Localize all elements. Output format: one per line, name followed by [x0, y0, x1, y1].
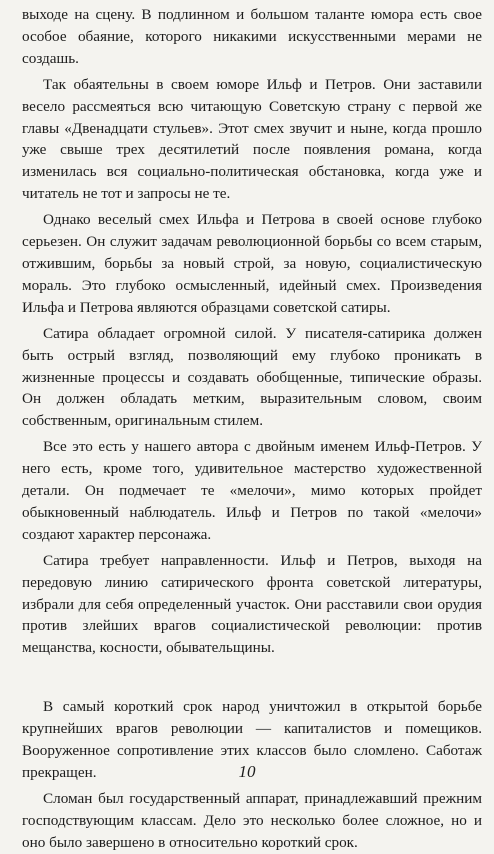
paragraph-satire-direction: Сатира требует направленности. Ильф и Петров, выходя на передовую линию сатирического фронта советской литературы, избрали для себя определенный участок. Они расставили свои орудия против злейших врагов социалистической революции: против мещанства, косности, обывательщины. — [22, 551, 482, 657]
paragraph-continuation: выходе на сцену. В подлинном и большом таланте юмора есть свое особое обаяние, которого никакими искусственными мерами не создашь. — [22, 6, 482, 67]
page-number: 10 — [238, 762, 256, 781]
paragraph-serious-laughter: Однако веселый смех Ильфа и Петрова в своей основе глубоко серьезен. Он служит задачам революционной борьбы со всем старым, отжившим, борьбы за новый строй, за новую, социалистическую мораль. Это глубоко осмысленный, идейный смех. Произведения Ильфа и Петрова являются образцами советской сатиры. — [22, 211, 482, 316]
paragraph-satire-power: Сатира обладает огромной силой. У писателя-сатирика должен быть острый взгляд, позволяющий ему глубоко проникать в жизненные процессы и создавать обобщенные, типические образы. Он должен обладать метким, выразительным словом, своим собственным, оригинальным стилем. — [22, 324, 482, 430]
section-gap — [22, 659, 482, 696]
paragraph-enemies-destroyed: В самый короткий срок народ уничтожил в открытой борьбе крупнейших врагов революции — капиталистов и помещиков. Вооруженное сопротивление этих классов было сломлено. Саботаж прекращен. — [22, 698, 482, 781]
paragraph-double-name-author: Все это есть у нашего автора с двойным именем Ильф-Петров. У него есть, кроме того, удивительное мастерство художественной детали. Он подмечает те «мелочи», мимо которых пройдет обыкновенный наблюдатель. Ильф и Петров по такой «мелочи» создают характер персонажа. — [22, 438, 482, 543]
paragraph-ilf-petrov-charm: Так обаятельны в своем юморе Ильф и Петров. Они заставили весело рассмеяться всю читающую Советскую страну с первой же главы «Двенадцати стульев». Этот смех звучит и ныне, когда прошло уже свыше трех десятилетий после появления романа, когда изменилась вся социально-политическая обстановка, когда уже и читатель не тот и запросы не те. — [22, 75, 482, 203]
paragraph-state-apparatus: Сломан был государственный аппарат, принадлежавший прежним господствующим классам. Дело это несколько более сложное, но и оно было завершено в относительно короткий срок. — [22, 789, 482, 851]
